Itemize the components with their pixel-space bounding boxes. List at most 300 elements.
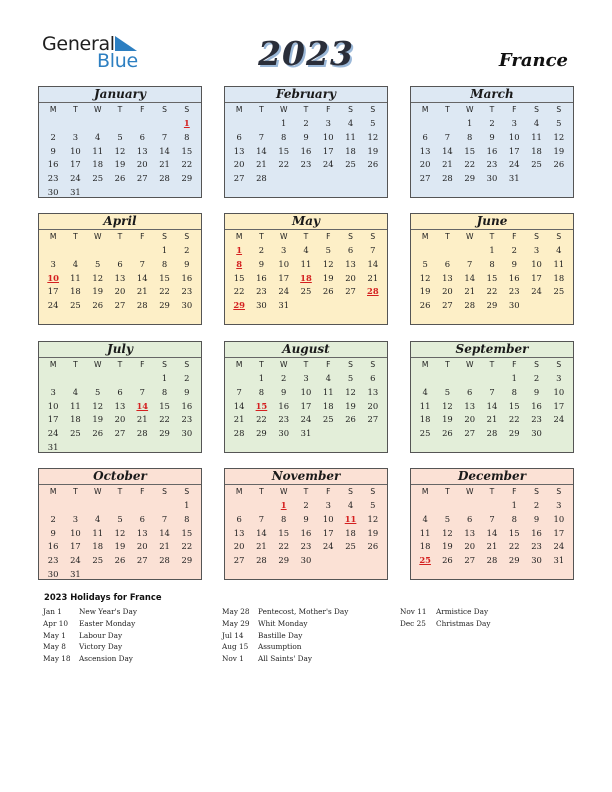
day-cell: 11 <box>92 527 104 538</box>
day-cell: 29 <box>159 428 170 439</box>
day-cell: 19 <box>92 286 104 297</box>
empty-day-cell <box>548 427 570 441</box>
day-cell: 13 <box>367 386 379 397</box>
day-cell: 20 <box>419 159 431 170</box>
empty-day-cell <box>131 372 153 386</box>
empty-day-cell <box>153 568 175 582</box>
empty-day-cell <box>64 499 86 513</box>
week-row <box>411 427 573 441</box>
day-cell: 9 <box>511 258 517 269</box>
day-cell: 2 <box>533 500 540 510</box>
day-cell: 20 <box>136 541 148 552</box>
day-cell: 1 <box>258 373 265 383</box>
weekday-label: S <box>370 360 376 369</box>
day-cell: 23 <box>278 414 290 425</box>
day-cell: 31 <box>553 555 565 566</box>
weekday-header <box>411 485 573 499</box>
day-cell: 25 <box>92 173 104 184</box>
day-cell: 5 <box>556 118 562 128</box>
week-row <box>225 527 387 541</box>
day-cell: 23 <box>486 159 498 170</box>
day-cell: 10 <box>322 131 334 142</box>
week-row <box>39 400 201 414</box>
day-cell: 27 <box>136 173 148 184</box>
day-cell: 31 <box>300 428 312 439</box>
weekday-label: T <box>489 232 495 241</box>
day-cell: 20 <box>233 541 245 552</box>
day-cell: 24 <box>278 286 290 297</box>
week-row <box>225 258 387 272</box>
month-title: March <box>411 87 573 103</box>
weekday-label: T <box>303 487 309 496</box>
weekday-label: M <box>235 487 243 496</box>
day-cell: 18 <box>531 145 542 156</box>
day-cell: 14 <box>256 527 267 538</box>
empty-day-cell <box>317 299 339 313</box>
day-cell: 22 <box>278 159 290 170</box>
day-cell: 5 <box>370 500 376 510</box>
week-row <box>39 299 201 313</box>
weekday-label: W <box>279 105 288 114</box>
day-cell: 15 <box>486 272 498 283</box>
day-cell: 21 <box>159 159 170 170</box>
day-cell: 20 <box>114 286 126 297</box>
day-cell: 20 <box>367 400 379 411</box>
day-cell: 21 <box>464 286 476 297</box>
day-cell: 24 <box>508 159 520 170</box>
weekday-label: F <box>512 360 517 369</box>
day-cell: 17 <box>322 527 334 538</box>
holiday-date: Nov 1 <box>222 654 244 664</box>
day-cell: 7 <box>236 386 242 397</box>
weekday-header <box>39 230 201 244</box>
day-cell: 28 <box>136 300 148 311</box>
day-cell: 3 <box>50 258 56 269</box>
day-cell: 22 <box>256 414 267 425</box>
holiday-item <box>222 641 348 653</box>
weekday-label: F <box>140 232 145 241</box>
day-cell: 10 <box>70 527 81 538</box>
day-cell: 22 <box>181 159 193 170</box>
day-cell: 2 <box>184 373 190 383</box>
day-cell: 13 <box>233 145 245 156</box>
day-cell: 19 <box>322 272 334 283</box>
day-cell: 4 <box>325 373 331 383</box>
week-row <box>39 527 201 541</box>
holiday-date: May 28 <box>222 607 250 616</box>
empty-day-cell <box>42 499 64 513</box>
month-title: October <box>39 469 201 485</box>
day-cell: 4 <box>422 513 428 524</box>
weekday-label: T <box>73 360 78 369</box>
weekday-label: F <box>326 105 331 114</box>
day-cell: 16 <box>531 400 542 411</box>
week-row <box>39 499 201 513</box>
empty-day-cell <box>42 244 64 258</box>
day-cell: 3 <box>72 131 79 142</box>
day-cell: 7 <box>161 131 168 142</box>
month-december <box>410 468 574 580</box>
day-cell: 15 <box>464 145 476 156</box>
day-cell: 14 <box>464 272 476 283</box>
day-cell: 13 <box>114 400 126 411</box>
week-row <box>411 131 573 145</box>
day-cell: 12 <box>114 145 126 156</box>
day-cell: 30 <box>256 300 267 311</box>
day-cell: 10 <box>70 145 81 156</box>
day-cell: 21 <box>136 286 148 297</box>
empty-day-cell <box>87 117 109 131</box>
day-cell: 19 <box>419 286 431 297</box>
day-cell: 25 <box>345 159 356 170</box>
empty-day-cell <box>295 299 317 313</box>
holiday-day-cell: 1 <box>280 500 287 510</box>
day-cell: 20 <box>464 541 476 552</box>
day-cell: 30 <box>508 300 520 311</box>
week-row <box>225 272 387 286</box>
day-cell: 31 <box>47 441 59 452</box>
weekday-label: S <box>162 487 167 496</box>
day-cell: 24 <box>322 541 334 552</box>
day-cell: 26 <box>92 428 104 439</box>
weekday-label: M <box>49 487 57 496</box>
day-cell: 4 <box>303 245 309 255</box>
month-title: June <box>411 214 573 230</box>
day-cell: 23 <box>181 414 193 425</box>
day-cell: 5 <box>422 258 428 269</box>
day-cell: 19 <box>553 145 565 156</box>
holiday-item <box>43 618 137 630</box>
month-april <box>38 213 202 325</box>
day-cell: 30 <box>47 186 59 197</box>
week-row <box>411 413 573 427</box>
month-july <box>38 341 202 453</box>
empty-day-cell <box>153 441 175 455</box>
weekday-label: T <box>489 105 495 114</box>
holiday-item <box>400 606 490 618</box>
day-cell: 7 <box>258 513 265 524</box>
day-cell: 1 <box>511 373 517 383</box>
day-cell: 16 <box>256 272 267 283</box>
empty-day-cell <box>131 186 153 200</box>
weekday-label: W <box>465 360 474 369</box>
empty-day-cell <box>131 244 153 258</box>
day-cell: 27 <box>233 173 245 184</box>
week-row <box>411 554 573 568</box>
holiday-item <box>43 641 137 653</box>
empty-day-cell <box>317 427 339 441</box>
weekday-header <box>411 103 573 117</box>
empty-day-cell <box>525 172 547 186</box>
day-cell: 18 <box>92 159 104 170</box>
weekday-label: T <box>117 105 123 114</box>
empty-day-cell <box>295 172 317 186</box>
weekday-label: T <box>489 487 495 496</box>
weekday-label: W <box>93 360 102 369</box>
empty-day-cell <box>414 117 436 131</box>
day-cell: 16 <box>278 400 290 411</box>
day-cell: 16 <box>300 527 312 538</box>
day-cell: 5 <box>117 513 123 524</box>
week-row <box>411 172 573 186</box>
day-cell: 2 <box>489 118 495 128</box>
weekday-label: F <box>512 105 517 114</box>
day-cell: 9 <box>50 145 56 156</box>
day-cell: 15 <box>181 145 193 156</box>
weekday-label: S <box>184 487 190 496</box>
holiday-item <box>222 606 348 618</box>
weekday-label: S <box>184 360 190 369</box>
day-cell: 15 <box>159 400 170 411</box>
weekday-header <box>225 103 387 117</box>
day-cell: 2 <box>511 245 517 255</box>
weekday-label: W <box>279 487 288 496</box>
day-cell: 22 <box>159 414 170 425</box>
day-cell: 29 <box>508 555 520 566</box>
weekday-label: M <box>235 360 243 369</box>
day-cell: 24 <box>553 414 565 425</box>
weekday-header <box>39 485 201 499</box>
week-row <box>39 554 201 568</box>
weekday-label: S <box>534 105 539 114</box>
day-cell: 4 <box>95 131 101 142</box>
week-row <box>225 172 387 186</box>
weekday-label: W <box>465 105 474 114</box>
weekday-label: T <box>445 487 450 496</box>
day-cell: 7 <box>467 258 473 269</box>
day-cell: 26 <box>442 428 453 439</box>
day-cell: 1 <box>467 118 473 128</box>
weekday-header <box>39 358 201 372</box>
day-cell: 30 <box>531 555 542 566</box>
day-cell: 29 <box>181 173 193 184</box>
day-cell: 20 <box>442 286 453 297</box>
weekday-label: M <box>421 360 429 369</box>
holiday-name: Pentecost, Mother's Day <box>258 607 349 616</box>
day-cell: 29 <box>486 300 498 311</box>
day-cell: 9 <box>184 258 190 269</box>
day-cell: 15 <box>508 400 520 411</box>
day-cell: 8 <box>467 131 473 142</box>
weekday-label: T <box>73 232 78 241</box>
empty-day-cell <box>459 499 481 513</box>
weekday-label: S <box>348 232 353 241</box>
week-row <box>225 513 387 527</box>
day-cell: 3 <box>556 500 562 510</box>
day-cell: 30 <box>47 568 59 579</box>
day-cell: 28 <box>159 173 170 184</box>
day-cell: 8 <box>258 386 265 397</box>
day-cell: 2 <box>281 373 287 383</box>
empty-day-cell <box>459 244 481 258</box>
day-cell: 7 <box>139 386 145 397</box>
holiday-name: Victory Day <box>79 642 123 652</box>
empty-day-cell <box>109 372 131 386</box>
day-cell: 6 <box>236 513 242 524</box>
day-cell: 8 <box>184 513 190 524</box>
holiday-day-cell: 8 <box>236 258 243 269</box>
day-cell: 21 <box>256 541 267 552</box>
day-cell: 29 <box>181 555 193 566</box>
empty-day-cell <box>228 117 250 131</box>
day-cell: 27 <box>367 414 379 425</box>
day-cell: 21 <box>233 414 245 425</box>
day-cell: 19 <box>92 414 104 425</box>
weekday-label: S <box>370 487 376 496</box>
day-cell: 30 <box>300 555 312 566</box>
day-cell: 1 <box>489 245 495 255</box>
day-cell: 23 <box>508 286 520 297</box>
day-cell: 25 <box>322 414 334 425</box>
day-cell: 24 <box>553 541 565 552</box>
month-title: December <box>411 469 573 485</box>
week-row <box>39 568 201 582</box>
holiday-name: Assumption <box>258 642 302 652</box>
holiday-date: Jul 14 <box>222 630 244 640</box>
day-cell: 22 <box>486 286 498 297</box>
holiday-date: May 18 <box>43 654 71 664</box>
day-cell: 27 <box>464 555 476 566</box>
weekday-label: M <box>235 232 243 241</box>
day-cell: 27 <box>114 300 126 311</box>
holiday-item <box>43 653 137 665</box>
holidays-heading: 2023 Holidays for France <box>44 592 162 602</box>
weekday-label: F <box>140 360 145 369</box>
day-cell: 14 <box>486 527 498 538</box>
weekday-label: M <box>421 105 429 114</box>
day-cell: 8 <box>281 131 287 142</box>
day-cell: 11 <box>70 400 81 411</box>
day-cell: 3 <box>325 118 331 128</box>
day-cell: 15 <box>181 527 193 538</box>
day-cell: 30 <box>181 428 193 439</box>
week-row <box>225 117 387 131</box>
day-cell: 12 <box>442 527 453 538</box>
empty-day-cell <box>317 554 339 568</box>
day-cell: 10 <box>278 258 290 269</box>
day-cell: 28 <box>233 428 245 439</box>
day-cell: 27 <box>233 555 245 566</box>
day-cell: 8 <box>511 513 517 524</box>
day-cell: 21 <box>256 159 267 170</box>
holiday-name: New Year's Day <box>79 607 138 616</box>
day-cell: 18 <box>70 414 81 425</box>
day-cell: 9 <box>184 386 190 397</box>
empty-day-cell <box>414 499 436 513</box>
weekday-label: T <box>117 487 123 496</box>
holiday-date: Nov 11 <box>400 607 427 616</box>
holiday-date: Aug 15 <box>222 642 249 652</box>
empty-day-cell <box>250 117 272 131</box>
day-cell: 29 <box>159 300 170 311</box>
day-cell: 16 <box>508 272 520 283</box>
empty-day-cell <box>339 172 361 186</box>
weekday-label: T <box>303 360 309 369</box>
day-cell: 13 <box>345 258 356 269</box>
day-cell: 2 <box>258 245 265 255</box>
day-cell: 11 <box>70 272 81 283</box>
empty-day-cell <box>64 117 86 131</box>
week-row <box>39 413 201 427</box>
empty-day-cell <box>109 244 131 258</box>
day-cell: 20 <box>464 414 476 425</box>
week-row <box>225 158 387 172</box>
day-cell: 6 <box>236 131 242 142</box>
day-cell: 3 <box>72 513 79 524</box>
day-cell: 19 <box>442 541 453 552</box>
empty-day-cell <box>131 568 153 582</box>
day-cell: 13 <box>464 527 476 538</box>
day-cell: 4 <box>72 386 79 397</box>
day-cell: 11 <box>419 527 431 538</box>
day-cell: 3 <box>325 500 331 510</box>
weekday-label: T <box>303 232 309 241</box>
day-cell: 16 <box>181 272 193 283</box>
day-cell: 30 <box>486 173 498 184</box>
brand-word-blue: Blue <box>97 50 138 72</box>
day-cell: 20 <box>136 159 148 170</box>
day-cell: 5 <box>95 258 101 269</box>
day-cell: 18 <box>345 145 356 156</box>
day-cell: 26 <box>345 414 356 425</box>
empty-day-cell <box>153 117 175 131</box>
day-cell: 2 <box>50 513 56 524</box>
day-cell: 5 <box>95 386 101 397</box>
weekday-label: F <box>512 232 517 241</box>
day-cell: 14 <box>136 272 148 283</box>
day-cell: 10 <box>300 386 312 397</box>
week-row <box>225 386 387 400</box>
day-cell: 28 <box>256 173 267 184</box>
week-row <box>411 272 573 286</box>
week-row <box>225 540 387 554</box>
day-cell: 24 <box>47 428 59 439</box>
empty-day-cell <box>176 186 198 200</box>
day-cell: 25 <box>300 286 312 297</box>
day-cell: 9 <box>50 527 56 538</box>
empty-day-cell <box>228 499 250 513</box>
week-row <box>39 386 201 400</box>
day-cell: 5 <box>444 513 451 524</box>
day-cell: 17 <box>322 145 334 156</box>
day-cell: 23 <box>47 173 59 184</box>
day-cell: 25 <box>345 541 356 552</box>
day-cell: 18 <box>322 400 334 411</box>
day-cell: 9 <box>258 258 265 269</box>
weekday-label: S <box>556 487 562 496</box>
empty-day-cell <box>109 117 131 131</box>
day-cell: 15 <box>508 527 520 538</box>
day-cell: 24 <box>531 286 542 297</box>
day-cell: 12 <box>419 272 431 283</box>
weekday-label: S <box>556 105 562 114</box>
day-cell: 12 <box>322 258 334 269</box>
month-january <box>38 86 202 198</box>
month-november <box>224 468 388 580</box>
day-cell: 17 <box>70 541 81 552</box>
day-cell: 2 <box>184 245 190 255</box>
day-cell: 31 <box>278 300 290 311</box>
week-row <box>39 272 201 286</box>
empty-day-cell <box>64 372 86 386</box>
weekday-label: T <box>303 105 309 114</box>
day-cell: 2 <box>50 131 56 142</box>
day-cell: 30 <box>531 428 542 439</box>
empty-day-cell <box>87 499 109 513</box>
day-cell: 23 <box>531 541 542 552</box>
weekday-label: S <box>534 232 539 241</box>
day-cell: 2 <box>303 118 309 128</box>
